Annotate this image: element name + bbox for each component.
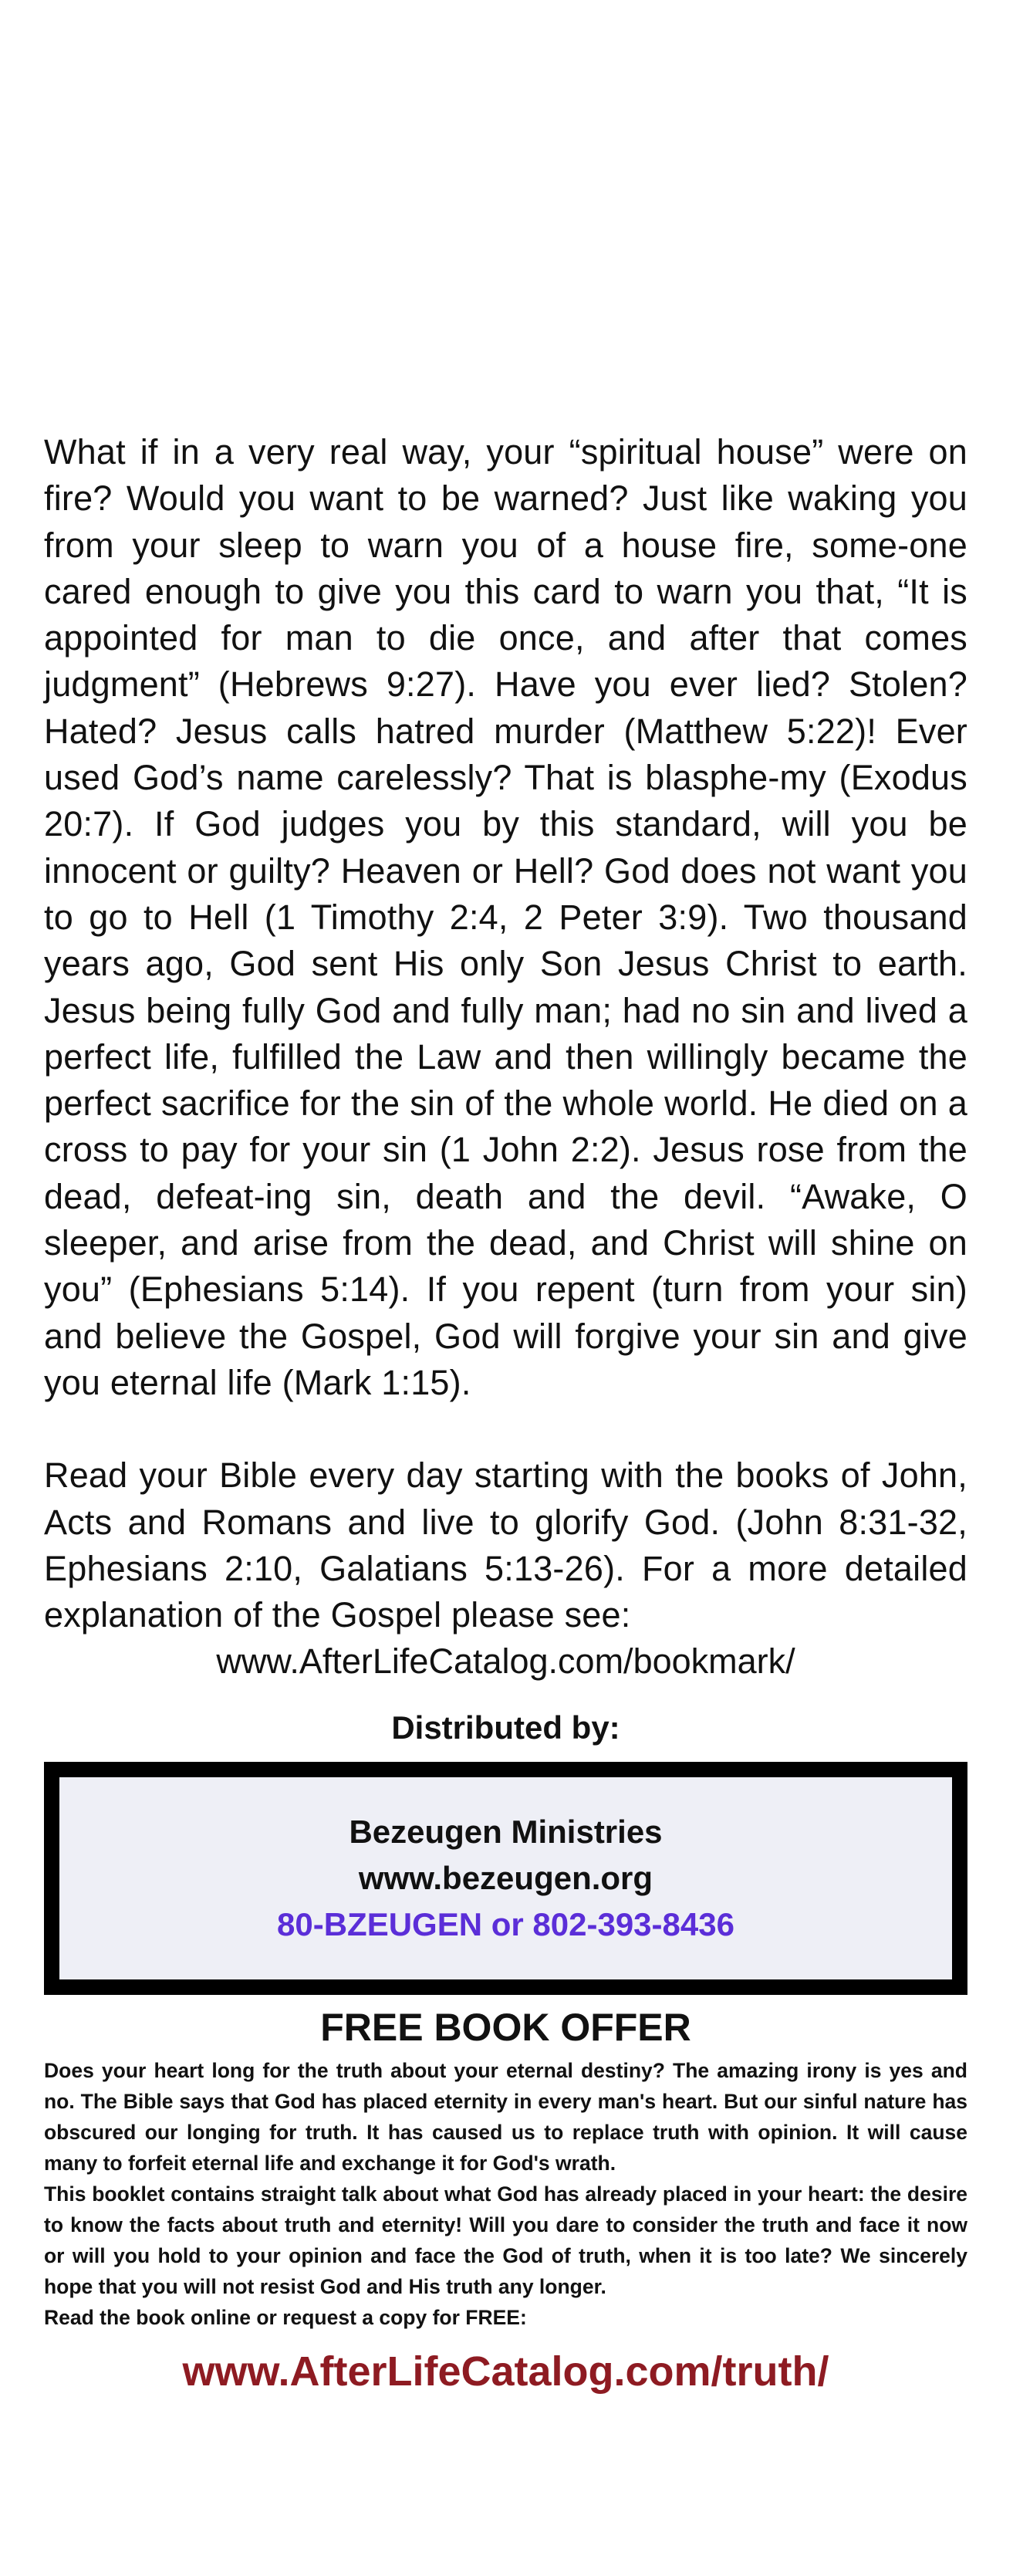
distributor-name: Bezeugen Ministries bbox=[349, 1814, 663, 1851]
read-bible-paragraph: Read your Bible every day starting with the books of John, Acts and Romans and live to glorify God. (John 8:31-32, Ephesians 2:10, Galatians 5:13-26). For a more detailed explanation of the Gospel please see: bbox=[44, 1455, 967, 1635]
free-book-paragraph-1: Does your heart long for the truth about your eternal destiny? The amazing irony is yes and no. The Bible says that God has placed eternity in every man's heart. But our sinful nature has obscured our longing for truth. It has caused us to replace truth with opinion. It will cause many to forfeit eternal life and exchange it for God's wrath. bbox=[44, 2059, 967, 2175]
truth-link[interactable]: www.AfterLifeCatalog.com/truth/ bbox=[182, 2348, 829, 2395]
free-book-paragraph-3: Read the book online or request a copy for FREE: bbox=[44, 2306, 527, 2330]
distributor-box bbox=[44, 1762, 967, 1995]
tract-content bbox=[44, 429, 967, 2396]
distributor-website[interactable]: www.bezeugen.org bbox=[358, 1860, 653, 1897]
free-book-title: FREE BOOK OFFER bbox=[320, 2006, 691, 2050]
free-book-paragraph-2: This booklet contains straight talk about what God has already placed in your heart: the desire to know the facts about truth and eternity! Will you dare to consider the truth and face it now or will you hold to your opinion and face the God of truth, when it is too late? We sincerely hope that you will not resist God and His truth any longer. bbox=[44, 2182, 967, 2299]
bookmark-link[interactable]: www.AfterLifeCatalog.com/bookmark/ bbox=[216, 1641, 795, 1682]
gospel-paragraph: What if in a very real way, your “spiritual house” were on fire? Would you want to be warned? Just like waking you from your sleep to warn you of a house fire, some-one cared enough to give you this card to warn you that, “It is appointed for man to die once, and after that comes judgment” (Hebrews 9:27). Have you ever lied? Stolen? Hated? Jesus calls hatred murder (Matthew 5:22)! Ever used God’s name carelessly? That is blasphe-my (Exodus 20:7). If God judges you by this standard, will you be innocent or guilty? Heaven or Hell? God does not want you to go to Hell (1 Timothy 2:4, 2 Peter 3:9). Two thousand years ago, God sent His only Son Jesus Christ to earth. Jesus being fully God and fully man; had no sin and lived a perfect life, fulfilled the Law and then willingly became the perfect sacrifice for the sin of the whole world. He died on a cross to pay for your sin (1 John 2:2). Jesus rose from the dead, defeat-ing sin, death and the devil. “Awake, O sleeper, and arise from the dead, and Christ will shine on you” (Ephesians 5:14). If you repent (turn from your sin) and believe the Gospel, God will forgive your sin and give you eternal life (Mark 1:15). bbox=[44, 432, 967, 1402]
distributor-phone[interactable]: 80-BZEUGEN or 802-393-8436 bbox=[277, 1906, 734, 1943]
distributed-heading: Distributed by: bbox=[391, 1709, 620, 1746]
